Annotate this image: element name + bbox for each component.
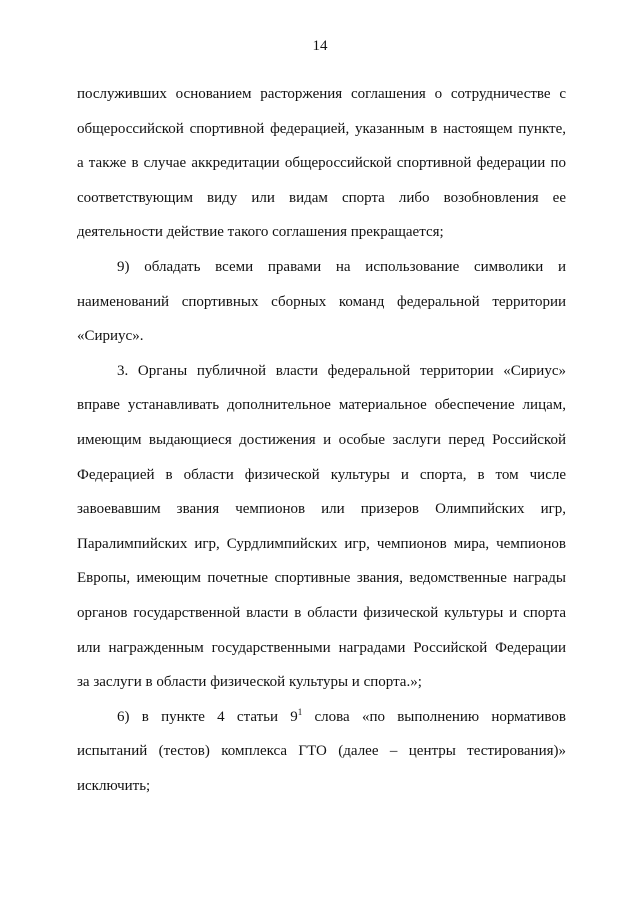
text-line: исключить; [77,777,151,794]
list-item-9-line: 9) обладать всеми правами на использование символики и [117,258,566,275]
text-line: Федерацией в области физической культуры и спорта, в том числе [77,466,566,483]
text-line: а также в случае аккредитации общероссийской спортивной федерации по [77,155,566,172]
text-line: органов государственной власти в области физической культуры и спорта [77,604,566,621]
text-line: имеющим выдающиеся достижения и особые заслуги перед Российской [77,431,566,448]
document-body [77,77,566,803]
text-line: Европы, имеющим почетные спортивные звания, ведомственные награды [77,570,566,587]
text-line: послуживших основанием расторжения соглашения о сотрудничестве с [77,86,566,102]
list-item-6-text-cont: слова «по выполнению нормативов [302,708,566,725]
text-line: деятельности действие такого соглашения прекращается; [77,224,444,241]
text-line: «Сириус». [77,328,144,345]
text-line: завоевавшим звания чемпионов или призеров Олимпийских игр, [77,501,566,518]
list-item-6-line [77,700,566,735]
text-line: испытаний (тестов) комплекса ГТО (далее – центры тестирования)» [77,743,566,760]
list-item-6-text: 6) в пункте 4 статьи 9 [117,708,298,725]
text-line: или награжденным государственными наградами Российской Федерации [77,639,566,656]
paragraph-3-line: 3. Органы публичной власти федеральной территории «Сириус» [117,362,566,379]
text-line: вправе устанавливать дополнительное материальное обеспечение лицам, [77,397,566,414]
text-line: Паралимпийских игр, Сурдлимпийских игр, чемпионов мира, чемпионов [77,535,566,552]
superscript: 1 [297,706,303,717]
text-line: за заслуги в области физической культуры и спорта.»; [77,674,422,691]
text-line: соответствующим виду или видам спорта либо возобновления ее [77,189,566,206]
text-line: общероссийской спортивной федерацией, указанным в настоящем пункте, [77,120,566,137]
page-number: 14 [312,38,328,54]
text-line: наименований спортивных сборных команд федеральной территории [77,293,566,310]
